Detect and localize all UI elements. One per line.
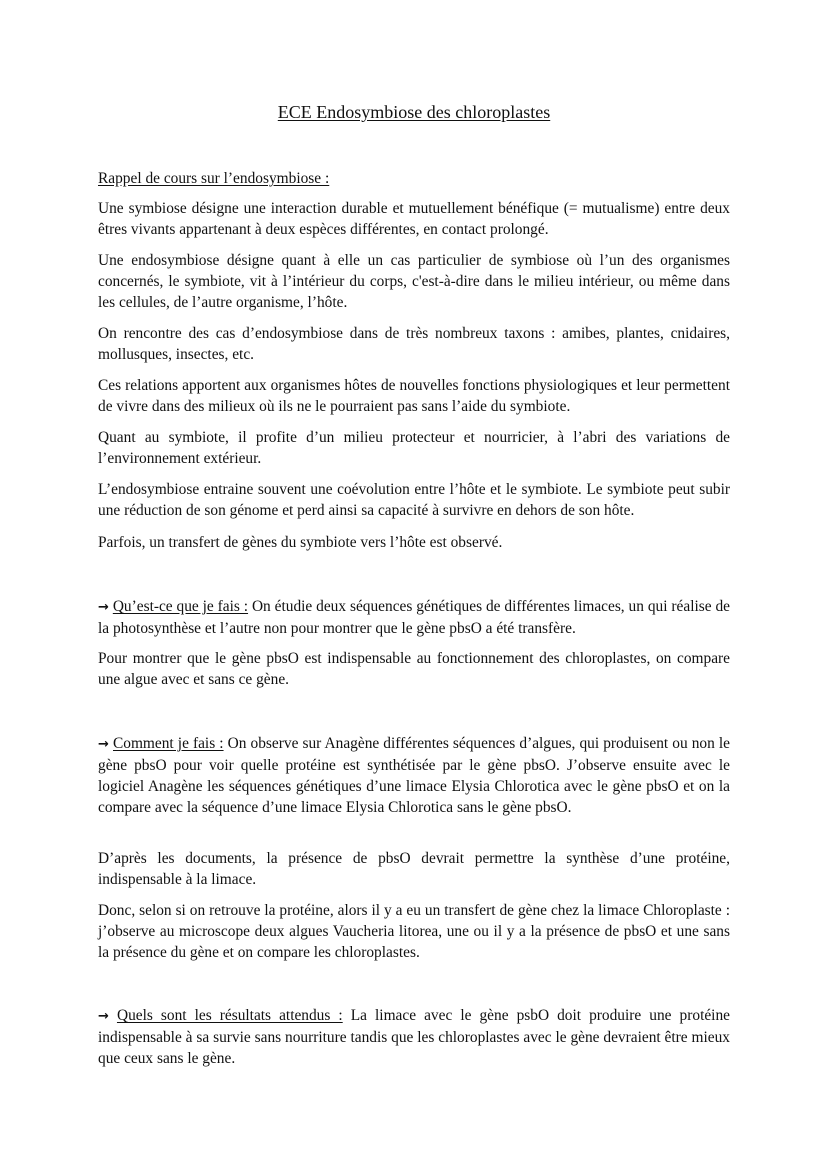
que-fais-label: Qu’est-ce que je fais : [112, 598, 249, 615]
rappel-heading [98, 168, 730, 189]
arrow-icon: → [98, 1009, 109, 1024]
rappel-paragraph-4: Ces relations apportent aux organismes hôtes de nouvelles fonctions physiologiques et leur permettent de vivre dans des milieux où ils ne le pourraient pas sans l’aide du symbiote. [98, 377, 730, 415]
rappel-paragraph-1: Une symbiose désigne une interaction durable et mutuellement bénéfique (= mutualisme) entre deux êtres vivants appartenant à deux espèces différentes, en contact prolongé. [98, 200, 730, 238]
rappel-heading-text: Rappel de cours sur l’endosymbiose : [98, 170, 330, 187]
rappel-paragraph-2: Une endosymbiose désigne quant à elle un cas particulier de symbiose où l’un des organismes concernés, le symbiote, vit à l’intérieur du corps, c'est-à-dire dans le milieu intérieur, ou même dans les cellules, de l’autre organisme, l’hôte. [98, 252, 730, 311]
que-fais-text: On étudie deux séquences génétiques de différentes limaces, un qui réalise de la photosynthèse et l’autre non pour montrer que le gène pbsO a été transfère. [98, 598, 730, 637]
resultats-text: La limace avec le gène psbO doit produire une protéine indispensable à sa survie sans nourriture tandis que les chloroplastes avec le gène devraient être mieux que ceux sans le gène. [98, 1007, 730, 1067]
que-fais-extra: Pour montrer que le gène pbsO est indispensable au fonctionnement des chloroplastes, on compare une algue avec et sans ce gène. [98, 650, 730, 688]
document-title: ECE Endosymbiose des chloroplastes [277, 102, 551, 122]
resultats-paragraph [98, 1005, 730, 1069]
comment-text: On observe sur Anagène différentes séquences d’algues, qui produisent ou non le gène pbsO pour voir quelle protéine est synthétisée par le gène pbsO. J’observe ensuite avec le logiciel Anagène les séquences génétiques d’une limace Elysia Chlorotica avec le gène pbsO et on la compare avec la séquence d’une limace Elysia Chlorotica sans le gène pbsO. [98, 735, 730, 816]
arrow-icon: → [98, 737, 109, 752]
rappel-paragraph-5: Quant au symbiote, il profite d’un milieu protecteur et nourricier, à l’abri des variations de l’environnement extérieur. [98, 429, 730, 467]
rappel-paragraph-3: On rencontre des cas d’endosymbiose dans de très nombreux taxons : amibes, plantes, cnidaires, mollusques, insectes, etc. [98, 325, 730, 363]
rappel-paragraph-6: L’endosymbiose entraine souvent une coévolution entre l’hôte et le symbiote. Le symbiote peut subir une réduction de son génome et perd ainsi sa capacité à survivre en dehors de son hôte. [98, 481, 730, 519]
comment-paragraph-2: D’après les documents, la présence de pbsO devrait permettre la synthèse d’une protéine, indispensable à la limace. [98, 850, 730, 888]
resultats-label: Quels sont les résultats attendus : [116, 1007, 343, 1024]
comment-paragraph-3: Donc, selon si on retrouve la protéine, alors il y a eu un transfert de gène chez la limace Chloroplaste : j’observe au microscope deux algues Vaucheria litorea, une ou il y a la présence de pbsO et une sans la présence du gène et on compare les chloroplastes. [98, 902, 730, 961]
comment-paragraph [98, 733, 730, 818]
comment-label: Comment je fais : [113, 735, 224, 752]
arrow-icon: → [98, 600, 109, 615]
que-fais-paragraph [98, 596, 730, 639]
rappel-paragraph-7: Parfois, un transfert de gènes du symbiote vers l’hôte est observé. [98, 534, 503, 551]
